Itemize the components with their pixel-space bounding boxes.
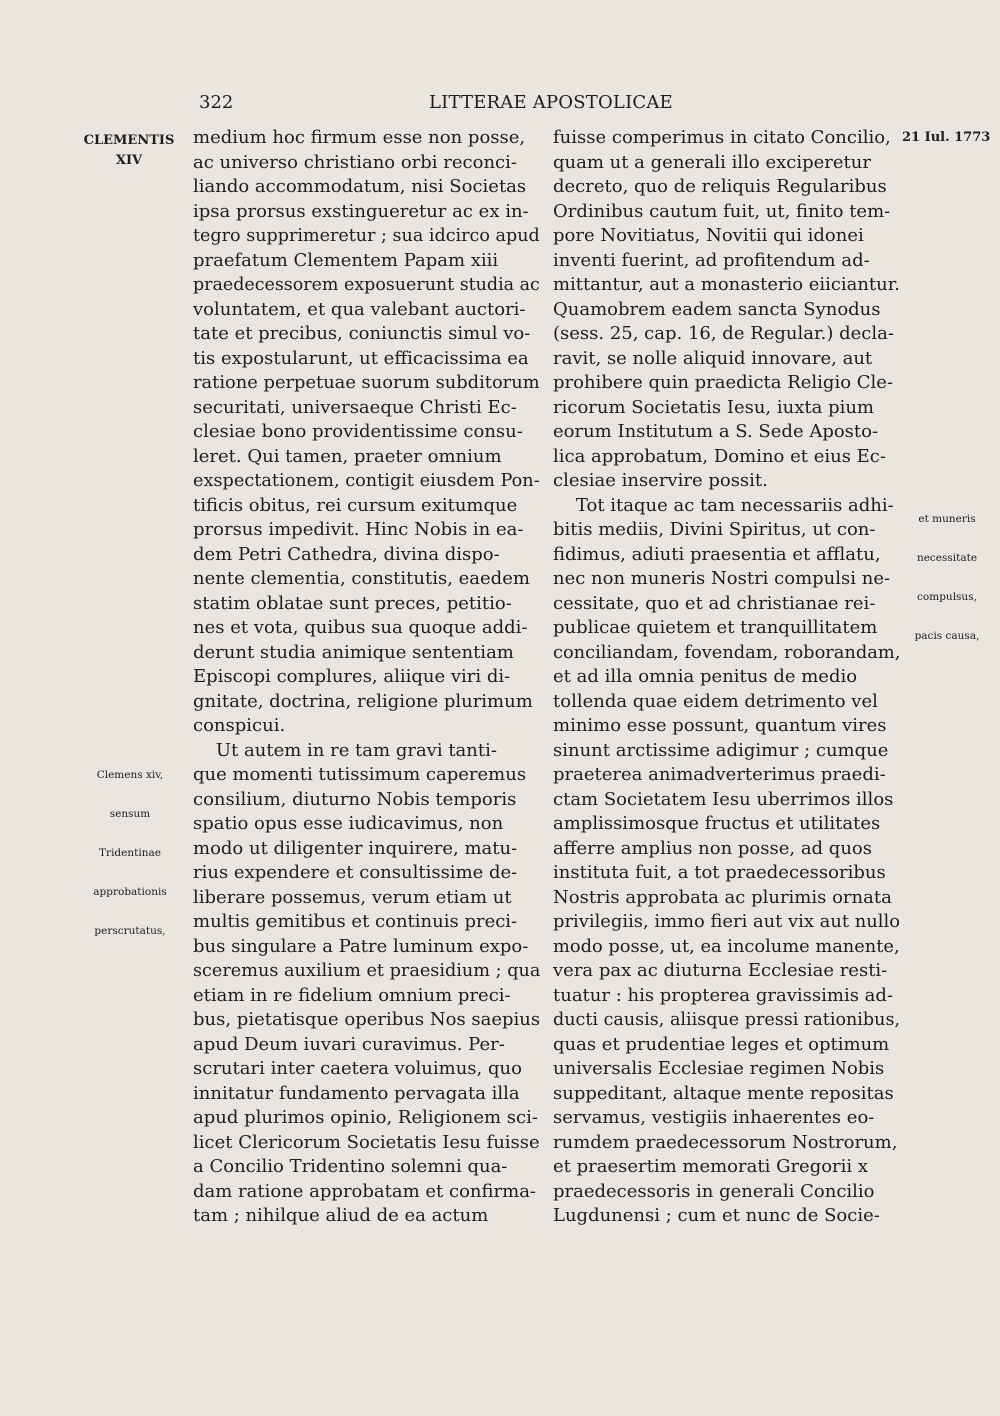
text-line: ac universo christiano orbi reconci- bbox=[193, 151, 517, 173]
text-line: Quamobrem eadem sancta Synodus bbox=[553, 298, 881, 320]
margin-note-line: sensum bbox=[109, 808, 151, 820]
page-number: 322 bbox=[199, 92, 234, 113]
text-line: conspicui. bbox=[193, 715, 286, 736]
margin-note-line: necessitate bbox=[916, 552, 978, 564]
text-line: apud plurimos opinio, Religionem sci- bbox=[193, 1107, 538, 1128]
margin-note-line: compulsus, bbox=[917, 591, 977, 603]
text-line: tegro supprimeretur ; sua idcirco apud bbox=[193, 225, 540, 246]
text-line: Episcopi complures, aliique viri di- bbox=[193, 666, 511, 687]
text-line: eorum Institutum a S. Sede Aposto- bbox=[553, 421, 879, 442]
text-line: clesiae bono providentissime consu- bbox=[193, 421, 523, 442]
margin-note-line: pacis causa, bbox=[914, 630, 980, 642]
text-line: vera pax ac diuturna Ecclesiae resti- bbox=[553, 960, 888, 981]
text-line: quam ut a generali illo exciperetur bbox=[553, 151, 871, 173]
text-line: (sess. 25, cap. 16, de Regular.) decla- bbox=[553, 323, 894, 344]
text-line: liando accommodatum, nisi Societas bbox=[193, 176, 527, 197]
text-line: praefatum Clementem Papam xiii bbox=[193, 249, 499, 271]
text-line: praedecessorem exposuerunt studia ac bbox=[193, 274, 540, 295]
text-line: ratione perpetuae suorum subditorum bbox=[193, 372, 540, 393]
text-line: et praesertim memorati Gregorii x bbox=[553, 1156, 869, 1177]
text-line: bitis mediis, Divini Spiritus, ut con- bbox=[553, 519, 876, 540]
text-line: mittantur, aut a monasterio eiiciantur. bbox=[553, 274, 901, 295]
text-line: afferre amplius non posse, ad quos bbox=[553, 837, 872, 859]
text-line: tate et precibus, coniunctis simul vo- bbox=[193, 323, 531, 344]
margin-note-line: Tridentinae bbox=[99, 847, 161, 859]
text-line: rumdem praedecessorum Nostrorum, bbox=[553, 1131, 898, 1153]
text-line: a Concilio Tridentino solemni qua- bbox=[193, 1156, 508, 1177]
text-line: sceremus auxilium et praesidium ; qua bbox=[193, 960, 541, 981]
text-line: gnitate, doctrina, religione plurimum bbox=[193, 690, 533, 712]
right-text-column bbox=[553, 126, 900, 1229]
text-line: et ad illa omnia penitus de medio bbox=[553, 666, 858, 687]
text-line: scrutari inter caetera voluimus, quo bbox=[193, 1058, 522, 1079]
text-line: etiam in re fidelium omnium preci- bbox=[193, 984, 511, 1006]
text-line: Nostris approbata ac plurimis ornata bbox=[553, 886, 892, 908]
text-line: praedecessoris in generali Concilio bbox=[553, 1180, 875, 1202]
text-line: consilium, diuturno Nobis temporis bbox=[193, 788, 517, 810]
text-line: multis gemitibus et continuis preci- bbox=[193, 911, 518, 932]
text-line: publicae quietem et tranquillitatem bbox=[553, 617, 878, 638]
text-line: servamus, vestigiis inhaerentes eo- bbox=[553, 1107, 875, 1128]
margin-note-line: perscrutatus, bbox=[94, 925, 166, 937]
text-line: ctam Societatem Iesu uberrimos illos bbox=[553, 788, 894, 810]
text-line: ravit, se nolle aliquid innovare, aut bbox=[553, 347, 873, 369]
text-line: amplissimosque fructus et utilitates bbox=[553, 813, 881, 834]
text-line: cessitate, quo et ad christianae rei- bbox=[553, 592, 876, 614]
text-line: decreto, quo de reliquis Regularibus bbox=[553, 176, 887, 197]
text-line: tollenda quae eidem detrimento vel bbox=[553, 690, 878, 712]
text-line: nes et vota, quibus sua quoque addi- bbox=[193, 617, 528, 638]
text-line: ducti causis, aliisque pressi rationibus, bbox=[553, 1009, 901, 1030]
text-line: instituta fuit, a tot praedecessoribus bbox=[553, 862, 886, 883]
text-line: tificis obitus, rei cursum exitumque bbox=[193, 494, 518, 516]
text-line: securitati, universaeque Christi Ec- bbox=[193, 396, 517, 418]
text-line: que momenti tutissimum caperemus bbox=[193, 764, 527, 785]
text-line: modo ut diligenter inquirere, matu- bbox=[193, 837, 518, 859]
text-line: spatio opus esse iudicavimus, non bbox=[193, 813, 504, 834]
text-line: statim oblatae sunt preces, petitio- bbox=[193, 592, 512, 614]
left-text-column bbox=[193, 126, 540, 1229]
text-line: inventi fuerint, ad profitendum ad- bbox=[553, 249, 870, 271]
text-line: bus singulare a Patre luminum expo- bbox=[193, 935, 529, 957]
text-line: innitatur fundamento pervagata illa bbox=[193, 1082, 520, 1104]
text-line: dam ratione approbatam et confirma- bbox=[193, 1180, 537, 1202]
text-line: nente clementia, constitutis, eaedem bbox=[193, 568, 530, 589]
text-line: Ut autem in re tam gravi tanti- bbox=[193, 739, 497, 761]
margin-note-left bbox=[80, 743, 180, 964]
text-line: prorsus impedivit. Hinc Nobis in ea- bbox=[193, 519, 524, 540]
text-line: medium hoc firmum esse non posse, bbox=[193, 127, 526, 148]
text-line: conciliandam, fovendam, roborandam, bbox=[553, 641, 901, 663]
text-line: sinunt arctissime adigimur ; cumque bbox=[553, 739, 889, 761]
text-line: suppeditant, altaque mente repositas bbox=[553, 1082, 894, 1104]
text-line: tis expostularunt, ut efficacissima ea bbox=[193, 347, 529, 369]
text-line: privilegiis, immo fieri aut vix aut nullo bbox=[553, 911, 901, 932]
text-line: tuatur : his propterea gravissimis ad- bbox=[553, 984, 894, 1006]
text-line: rius expendere et consultissime de- bbox=[193, 862, 518, 883]
text-line: Lugdunensi ; cum et nunc de Socie- bbox=[553, 1205, 880, 1226]
text-line: Ordinibus cautum fuit, ut, finito tem- bbox=[553, 200, 891, 222]
text-line: universalis Ecclesiae regimen Nobis bbox=[553, 1058, 885, 1079]
text-line: derunt studia animique sententiam bbox=[193, 641, 514, 663]
text-line: Tot itaque ac tam necessariis adhi- bbox=[553, 494, 894, 516]
margin-note-line: approbationis bbox=[93, 886, 167, 898]
text-line: nec non muneris Nostri compulsi ne- bbox=[553, 568, 891, 589]
text-line: bus, pietatisque operibus Nos saepius bbox=[193, 1009, 541, 1030]
text-line: minimo esse possunt, quantum vires bbox=[553, 715, 887, 736]
side-heading-left bbox=[78, 131, 180, 171]
text-line: apud Deum iuvari curavimus. Per- bbox=[193, 1033, 505, 1055]
side-heading-line: CLEMENTIS bbox=[83, 133, 175, 148]
margin-note-line: et muneris bbox=[918, 513, 976, 525]
text-line: clesiae inservire possit. bbox=[553, 470, 768, 491]
text-line: quas et prudentiae leges et optimum bbox=[553, 1033, 890, 1055]
text-line: licet Clericorum Societatis Iesu fuisse bbox=[193, 1131, 540, 1153]
text-line: tam ; nihilque aliud de ea actum bbox=[193, 1205, 489, 1226]
text-line: voluntatem, et qua valebant auctori- bbox=[193, 298, 526, 320]
margin-note-right bbox=[906, 487, 988, 669]
text-line: pore Novitiatus, Novitii qui idonei bbox=[553, 225, 864, 246]
text-line: fuisse comperimus in citato Concilio, bbox=[553, 127, 891, 148]
text-line: exspectationem, contigit eiusdem Pon- bbox=[193, 470, 540, 491]
text-line: ipsa prorsus exstingueretur ac ex in- bbox=[193, 200, 529, 222]
text-line: prohibere quin praedicta Religio Cle- bbox=[553, 372, 894, 393]
text-line: dem Petri Cathedra, divina dispo- bbox=[193, 543, 500, 565]
text-line: ricorum Societatis Iesu, iuxta pium bbox=[553, 396, 875, 418]
text-line: fidimus, adiuti praesentia et afflatu, bbox=[553, 543, 881, 565]
text-line: modo posse, ut, ea incolume manente, bbox=[553, 935, 900, 957]
side-date: 21 Iul. 1773 bbox=[902, 130, 991, 145]
text-line: liberare possemus, verum etiam ut bbox=[193, 886, 512, 908]
text-line: praeterea animadverterimus praedi- bbox=[553, 764, 886, 785]
page-header bbox=[0, 92, 1000, 116]
margin-note-line: Clemens xiv, bbox=[96, 769, 164, 781]
side-heading-line: XIV bbox=[115, 153, 143, 168]
text-line: lica approbatum, Domino et eius Ec- bbox=[553, 445, 886, 467]
text-line: leret. Qui tamen, praeter omnium bbox=[193, 445, 502, 467]
running-title: LITTERAE APOSTOLICAE bbox=[429, 92, 673, 113]
